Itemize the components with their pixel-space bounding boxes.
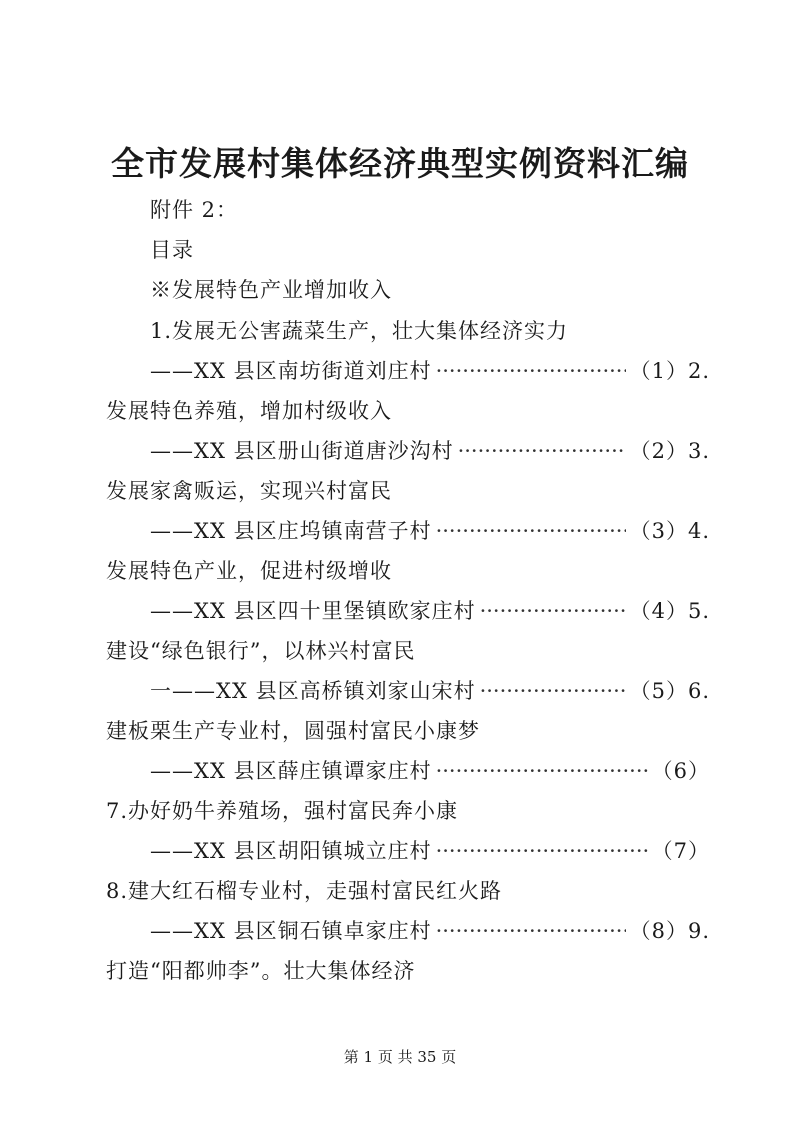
section-heading: ※发展特色产业增加收入 [150, 278, 392, 302]
toc-entry [150, 757, 710, 785]
toc-entry [150, 437, 710, 465]
toc-entry-title: 1.发展无公害蔬菜生产，壮大集体经济实力 [150, 319, 569, 343]
toc-entry-page: （6） [651, 759, 710, 783]
toc-entry-source: ——XX 县区胡阳镇城立庄村 [150, 839, 432, 863]
toc-entry-page: （3）4. [629, 519, 710, 543]
toc-entry-source: ——XX 县区薛庄镇谭家庄村 [150, 759, 432, 783]
toc-entry-title: 建板栗生产专业村，圆强村富民小康梦 [106, 719, 480, 743]
toc-entry-title: 建设“绿色银行”，以林兴村富民 [106, 639, 416, 663]
dot-leader [480, 677, 626, 705]
toc-entry [150, 837, 710, 865]
toc-entry-source: ——XX 县区南坊街道刘庄村 [150, 359, 432, 383]
page-number: 第 1 页 共 35 页 [343, 1048, 457, 1066]
toc-entry [150, 677, 710, 705]
toc-entry-source: 一——XX 县区高桥镇刘家山宋村 [150, 679, 476, 703]
toc-entry-source: ——XX 县区铜石镇卓家庄村 [150, 919, 432, 943]
toc-entry-source: ——XX 县区四十里堡镇欧家庄村 [150, 599, 476, 623]
dot-leader [458, 437, 626, 465]
toc-entry-page: （5）6. [629, 679, 710, 703]
dot-leader [436, 917, 626, 945]
dot-leader [436, 517, 626, 545]
toc-entry [150, 517, 710, 545]
toc-entry-page: （2）3. [629, 439, 710, 463]
toc-entry-title: 8.建大红石榴专业村，走强村富民红火路 [106, 879, 503, 903]
toc-entry-title: 发展特色产业，促进村级增收 [106, 559, 392, 583]
dot-leader [436, 757, 648, 785]
toc-entry-title: 7.办好奶牛养殖场，强村富民奔小康 [106, 799, 459, 823]
toc-entry-title: 打造“阳都帅李”。壮大集体经济 [106, 959, 416, 983]
toc-entry [150, 917, 710, 945]
toc-entry-page: （1）2. [629, 359, 710, 383]
dot-leader [436, 837, 648, 865]
toc-entry-title: 发展特色养殖，增加村级收入 [106, 399, 392, 423]
toc-entry-title: 发展家禽贩运，实现兴村富民 [106, 479, 392, 503]
toc-entry-source: ——XX 县区庄坞镇南营子村 [150, 519, 432, 543]
dot-leader [480, 597, 626, 625]
toc-entry [150, 597, 710, 625]
attachment-label: 附件 2： [150, 198, 239, 222]
toc-entry-source: ——XX 县区册山街道唐沙沟村 [150, 439, 454, 463]
toc-entry-page: （7） [651, 839, 710, 863]
document-title: 全市发展村集体经济典型实例资料汇编 [111, 144, 689, 183]
toc-entry [150, 357, 710, 385]
dot-leader [436, 357, 626, 385]
toc-entry-page: （4）5. [629, 599, 710, 623]
toc-entry-page: （8）9. [629, 919, 710, 943]
toc-heading: 目录 [150, 238, 194, 262]
